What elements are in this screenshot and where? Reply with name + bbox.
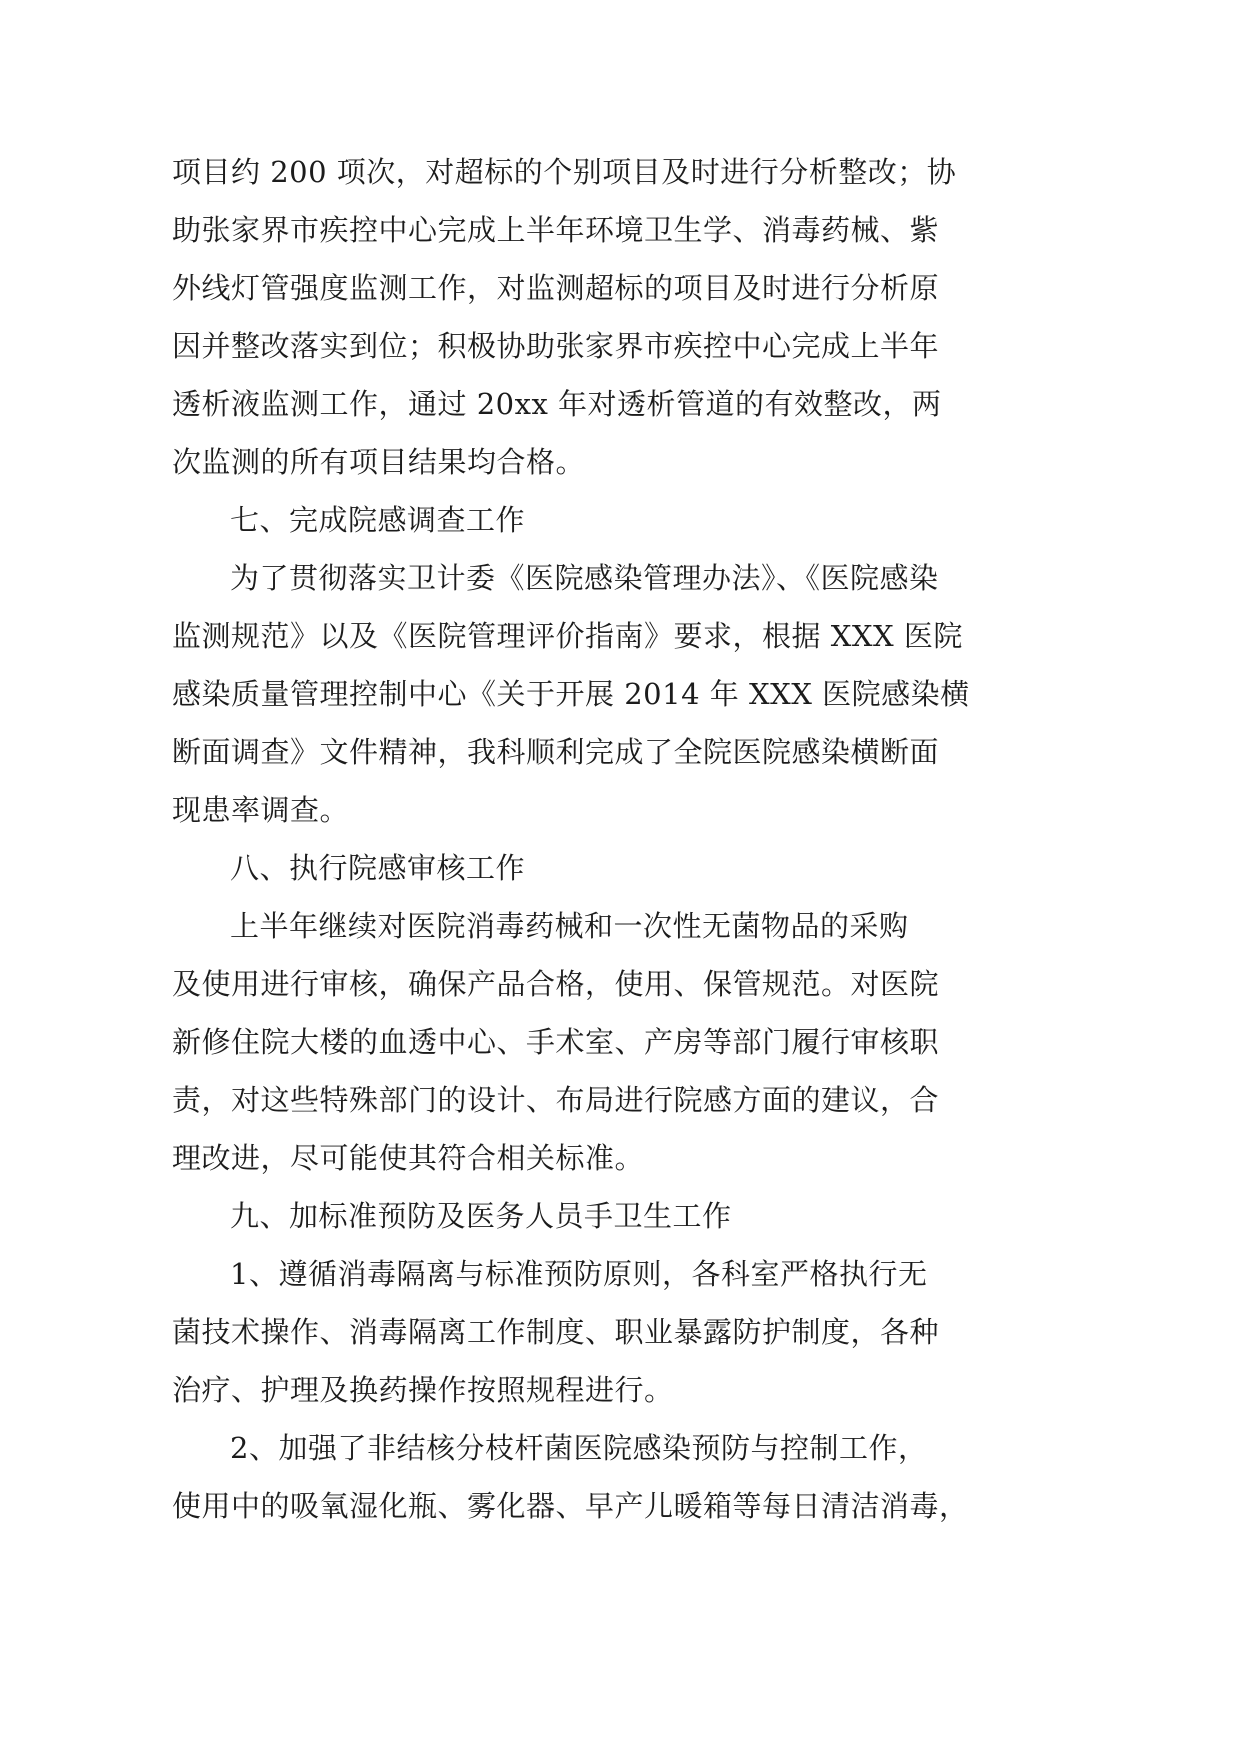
paragraph-line: 上半年继续对医院消毒药械和一次性无菌物品的采购 — [230, 909, 909, 943]
paragraph-line: 项目约 200 项次，对超标的个别项目及时进行分析整改；协 — [172, 155, 957, 189]
paragraph-line: 菌技术操作、消毒隔离工作制度、职业暴露防护制度，各种 — [172, 1315, 940, 1349]
paragraph-line: 使用中的吸氧湿化瓶、雾化器、早产儿暖箱等每日清洁消毒， — [172, 1489, 969, 1523]
paragraph-line: 透析液监测工作，通过 20xx 年对透析管道的有效整改，两 — [172, 387, 942, 421]
paragraph-line: 现患率调查。 — [172, 793, 350, 827]
paragraph-line: 断面调查》文件精神，我科顺利完成了全院医院感染横断面 — [172, 735, 940, 769]
paragraph-line: 监测规范》以及《医院管理评价指南》要求，根据 XXX 医院 — [172, 619, 963, 653]
paragraph-line: 责，对这些特殊部门的设计、布局进行院感方面的建议，合 — [172, 1083, 940, 1117]
paragraph-line: 因并整改落实到位；积极协助张家界市疾控中心完成上半年 — [172, 329, 940, 363]
paragraph-line: 新修住院大楼的血透中心、手术室、产房等部门履行审核职 — [172, 1025, 940, 1059]
paragraph-line: 感染质量管理控制中心《关于开展 2014 年 XXX 医院感染横 — [172, 677, 970, 711]
paragraph-line: 次监测的所有项目结果均合格。 — [172, 445, 586, 479]
section-heading-8: 八、执行院感审核工作 — [230, 851, 526, 885]
paragraph-line: 1、遵循消毒隔离与标准预防原则，各科室严格执行无 — [230, 1257, 928, 1291]
section-heading-7: 七、完成院感调查工作 — [230, 503, 526, 537]
paragraph-line: 外线灯管强度监测工作，对监测超标的项目及时进行分析原 — [172, 271, 940, 305]
paragraph-line: 及使用进行审核，确保产品合格，使用、保管规范。对医院 — [172, 967, 940, 1001]
section-heading-9: 九、加标准预防及医务人员手卫生工作 — [230, 1199, 732, 1233]
paragraph-line: 助张家界市疾控中心完成上半年环境卫生学、消毒药械、紫 — [172, 213, 940, 247]
paragraph-line: 理改进，尽可能使其符合相关标准。 — [172, 1141, 645, 1175]
paragraph-line: 2、加强了非结核分枝杆菌医院感染预防与控制工作， — [230, 1431, 928, 1465]
paragraph-line: 为了贯彻落实卫计委《医院感染管理办法》、《医院感染 — [230, 561, 939, 595]
paragraph-line: 治疗、护理及换药操作按照规程进行。 — [172, 1373, 674, 1407]
